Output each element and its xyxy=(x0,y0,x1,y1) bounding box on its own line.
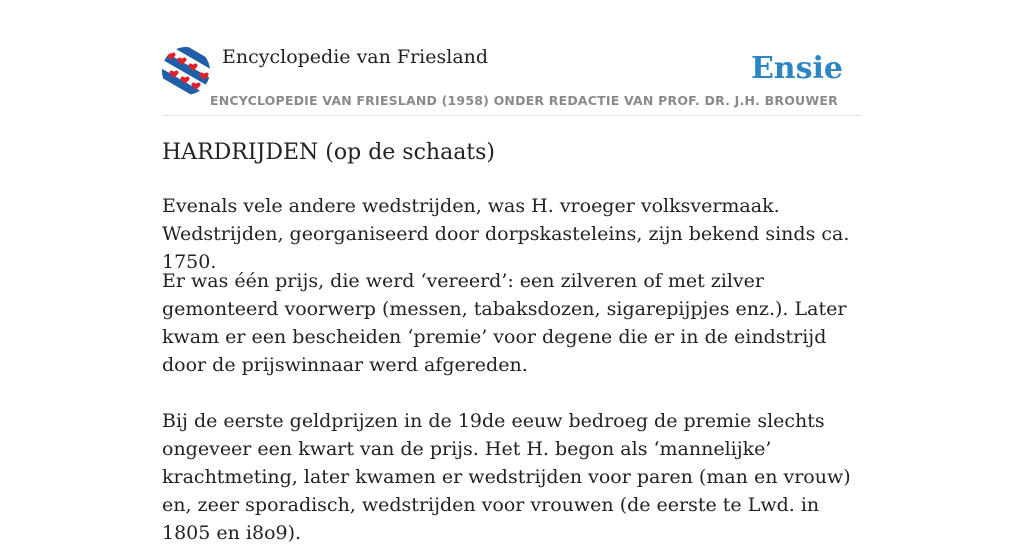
article-paragraph: Bij de eerste geldprijzen in de 19de eeuw bedroeg de premie slechts ongeveer een kwart van de prijs. Het H. begon als ‘mannelijke’ krachtmeting, later kwamen er wedstrijden voor paren (man en vrouw) en, zeer sporadisch, wedstrijden voor vrouwen (de eerste te Lwd. in 1805 en i8o9). xyxy=(162,410,851,544)
article-paragraph: Er was één prijs, die werd ‘vereerd’: een zilveren of met zilver gemonteerd voorwerp (messen, tabaksdozen, sigarepijpjes enz.). Later kwam er een bescheiden ‘premie’ voor degene die er in de eindstrijd door de prijswinnaar werd afgereden. xyxy=(162,270,847,376)
site-title[interactable]: Encyclopedie van Friesland xyxy=(222,46,489,68)
frisian-flag-icon[interactable] xyxy=(162,47,210,95)
source-subtitle: ENCYCLOPEDIE VAN FRIESLAND (1958) ONDER REDACTIE VAN PROF. DR. J.H. BROUWER xyxy=(210,93,838,108)
article-headword: HARDRIJDEN (op de schaats) xyxy=(162,140,496,165)
brand-logo[interactable]: Ensie xyxy=(750,51,843,86)
article-paragraph: Evenals vele andere wedstrijden, was H. vroeger volksvermaak. Wedstrijden, georganiseerd door dorpskasteleins, zijn bekend sinds ca. 1750. xyxy=(162,195,850,273)
page xyxy=(162,0,862,544)
header-divider xyxy=(162,115,862,116)
